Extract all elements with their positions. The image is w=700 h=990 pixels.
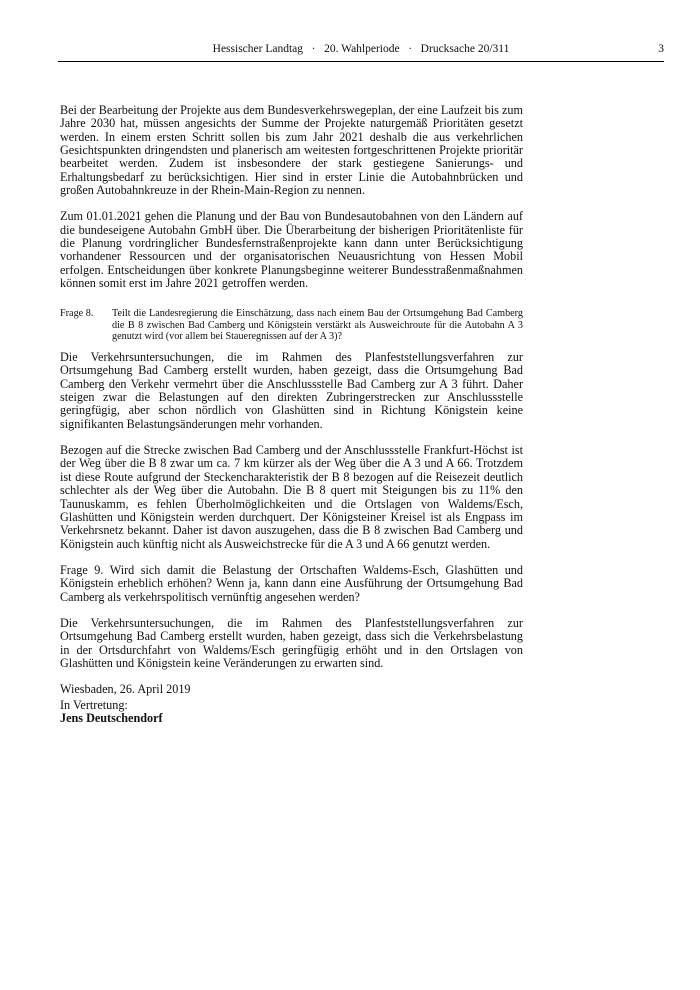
paragraph-priorities: Bei der Bearbeitung der Projekte aus dem Bundesverkehrswegeplan, der eine Laufzeit bis zum Jahre 2030 hat, müssen angesichts der Summe der Projekte naturgemäß Prioritäten gesetzt werden. In einem ersten Schritt sollen bis zum Jahr 2021 deshalb die aus verkehrlichen Gesichtspunkten dringendsten und planerisch am weitesten fortgeschrittenen Projekte prioritär bearbeitet werden. Zudem ist insbesondere der stark gestiegene Sanierungs- und Erhaltungsbedarf zu berücksichtigen. Hier sind in erster Linie die Autobahnbrücken und großen Autobahnkreuze in der Rhein-Main-Region zu nennen. bbox=[60, 103, 523, 198]
answer-9: Die Verkehrsuntersuchungen, die im Rahmen des Planfeststellungsverfahren zur Ortsumgehung Bad Camberg erstellt wurden, haben gezeigt, dass sich die Verkehrsbelastung in der Ortsdurchfahrt von Waldems/Esch geringfügig erhöht und in den Ortslagen von Glashütten und Königstein keine Veränderungen zu erwarten sind. bbox=[60, 615, 523, 670]
answer-8-part-1: Die Verkehrsuntersuchungen, die im Rahmen des Planfeststellungsverfahren zur Ortsumgehung Bad Camberg erstellt wurden, haben gezeigt, dass die Ortsumgehung Bad Camberg den Verkehr vermehrt über die Anschlussstelle Bad Camberg zur A 3 führt. Daher steigen zwar die Belastungen auf den direkten Zubringerstrecken zur Anschlussstelle geringfügig, aber schon nördlich von Glashütten sind in Richtung Königstein keine signifikanten Belastungsänderungen mehr vorhanden. bbox=[60, 350, 523, 431]
question-8 bbox=[60, 308, 523, 342]
question-8-text: Teilt die Landesregierung die Einschätzung, dass nach einem Bau der Ortsumgehung Bad Camberg die B 8 zwischen Bad Camberg und Königstein verstärkt als Ausweichroute für die Autobahn A 3 genutzt wird (vor allem bei Staueregnissen auf der A 3)? bbox=[112, 308, 523, 342]
document-body bbox=[60, 104, 523, 725]
page-header bbox=[58, 43, 664, 62]
closing-representation: In Vertretung: bbox=[60, 697, 128, 712]
running-head: Hessischer Landtag · 20. Wahlperiode · Drucksache 20/311 bbox=[212, 43, 510, 55]
page-number: 3 bbox=[658, 43, 664, 55]
answer-8-part-2: Bezogen auf die Strecke zwischen Bad Camberg und der Anschlussstelle Frankfurt-Höchst ist der Weg über die B 8 zwar um ca. 7 km kürzer als der Weg über die A 3 und A 66. Trotzdem ist diese Route aufgrund der Steckencharakteristik der B 8 bezogen auf die Reisezeit deutlich schlechter als der Weg über die Autobahn. Die B 8 quert mit Steigungen bis zu 11% den Taunuskamm, es fehlen Überholmöglichkeiten und die Ortslagen von Waldems/Esch, Glashütten und Königstein werden durchquert. Der Königsteiner Kreisel ist als Engpass im Verkehrsnetz bekannt. Daher ist davon auszugehen, dass die B 8 zwischen Bad Camberg und Königstein auch künftig nicht als Ausweichstrecke für die A 3 und A 66 genutzt werden. bbox=[60, 443, 523, 551]
signatory-name: Jens Deutschendorf bbox=[60, 710, 163, 725]
question-9: Frage 9. Wird sich damit die Belastung der Ortschaften Waldems-Esch, Glashütten und Königstein erheblich erhöhen? Wenn ja, kann dann eine Ausführung der Ortsumgehung Bad Camberg als verkehrspolitisch vernünftig angesehen werden? bbox=[60, 562, 523, 604]
paragraph-autobahn-gmbh: Zum 01.01.2021 gehen die Planung und der Bau von Bundesautobahnen von den Ländern auf die bundeseigene Autobahn GmbH über. Die Überarbeitung der bisherigen Prioritätenliste für die Planung vordringlicher Bundesfernstraßenprojekte kann dann unter Berücksichtigung vorhandener Ressourcen und der organisatorischen Neuausrichtung von Hessen Mobil erfolgen. Entscheidungen über konkrete Planungsbeginne weiterer Bundesstraßenmaßnahmen können somit erst im Jahre 2021 getroffen werden. bbox=[60, 209, 523, 291]
question-8-label: Frage 8. bbox=[60, 308, 94, 320]
place-date: Wiesbaden, 26. April 2019 bbox=[60, 682, 191, 697]
